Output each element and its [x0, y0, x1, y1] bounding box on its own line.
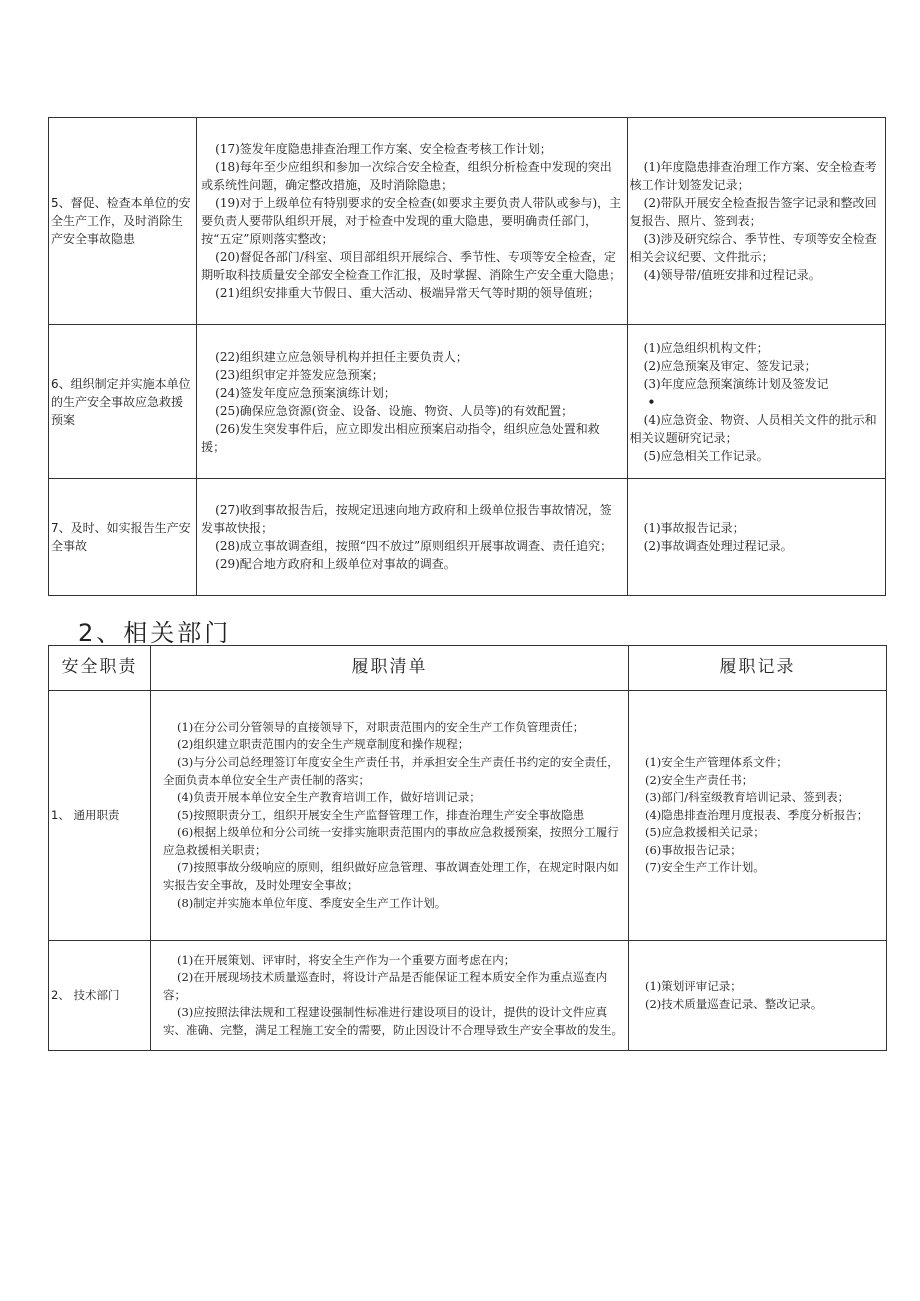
list-item: (1)在开展策划、评审时，将安全生产作为一个重要方面考虑在内；: [177, 952, 516, 967]
table-row: [49, 941, 887, 1051]
list-item: (24)签发年度应急预案演练计划；: [215, 385, 396, 400]
record-item: (3)涉及研究综合、季节性、专项等安全检查相关会议纪要、文件批示；: [629, 232, 877, 264]
list-item: (8)制定并实施本单位年度、季度安全生产工作计划。: [177, 895, 447, 910]
duty-cell: 2、 技术部门: [49, 941, 151, 1051]
record-cell: [627, 118, 885, 325]
record-item: (2)安全生产责任书；: [645, 772, 754, 787]
list-item: (17)签发年度隐患排查治理工作方案、安全检查考核工作计划；: [215, 142, 552, 156]
list-item: (7)按照事故分级响应的原则，组织做好应急管理、事故调查处理工作，在规定时限内如实报告安全事故，及时处理安全事故；: [163, 860, 619, 893]
list-item: (27)收到事故报告后，按规定迅速向地方政府和上级单位报告事故情况，签发事故快报；: [201, 503, 612, 535]
duty-table-1: [48, 117, 886, 596]
record-cell: [627, 325, 885, 479]
record-item: (4)隐患排查治理月度报表、季度分析报告；: [645, 807, 869, 822]
list-item: (22)组织建立应急领导机构并担任主要负责人；: [215, 349, 468, 364]
list-item: (18)每年至少应组织和参加一次综合安全检查，组织分析检查中发现的突出或系统性问题，确定整改措施，及时消除隐患；: [201, 160, 612, 192]
list-item: (21)组织安排重大节假日、重大活动、极端异常天气等时期的领导值班；: [215, 286, 600, 300]
record-item: (2)技术质量巡查记录、整改记录。: [645, 996, 823, 1011]
duty-table-2: [48, 645, 887, 1051]
table-header-row: [49, 646, 887, 691]
record-item: (7)安全生产工作计划。: [645, 860, 765, 875]
list-item: (6)根据上级单位和分公司统一安排实施职责范围内的事故应急救援预案，按照分工履行应急救援相关职责；: [163, 825, 619, 857]
duty-list-cell: [197, 479, 628, 596]
duty-list-cell: [197, 325, 628, 479]
record-item: (3)部门/科室级教育培训记录、签到表；: [645, 790, 850, 805]
section-title: 2、相关部门: [78, 619, 232, 647]
record-item: (1)策划评审记录；: [645, 978, 742, 993]
record-item: (3)年度应急预案演练计划及签发记: [643, 376, 829, 391]
record-item: (1)应急组织机构文件；: [643, 340, 769, 355]
list-item: (28)成立事故调查组，按照“四不放过”原则组织开展事故调查、责任追究；: [215, 539, 613, 553]
duty-cell: 5、督促、检查本单位的安全生产工作，及时消除生产安全事故隐患: [49, 118, 197, 325]
record-item: (1)安全生产管理体系文件；: [645, 754, 788, 769]
header-records: 履职记录: [629, 646, 887, 691]
record-cell: [629, 941, 887, 1051]
list-item: (23)组织审定并签发应急预案；: [215, 367, 384, 382]
table-row: [49, 118, 886, 325]
record-item: (2)带队开展安全检查报告签字记录和整改回复报告、照片、签到表；: [629, 196, 877, 228]
record-item: (4)应急资金、物资、人员相关文件的批示和相关议题研究记录；: [629, 412, 877, 445]
duty-list-cell: [151, 941, 629, 1051]
list-item: (19)对于上级单位有特别要求的安全检查(如要求主要负责人带队或参与)，主要负责人要带队组织开展，对于检查中发现的重大隐患，要明确责任部门，按“五定”原则落实整改；: [201, 196, 622, 246]
list-item: (2)在开展现场技术质量巡查时，将设计产品是否能保证工程本质安全作为重点巡查内容；: [163, 970, 608, 1002]
bullet-dot: •: [647, 394, 656, 409]
record-item: (5)应急相关工作记录。: [643, 448, 769, 463]
list-item: (1)在分公司分管领导的直接领导下，对职责范围内的安全生产工作负管理责任；: [177, 719, 585, 734]
record-cell: [629, 691, 887, 941]
list-item: (26)发生突发事件后，应立即发出相应预案启动指令，组织应急处置和救援；: [201, 421, 600, 454]
record-item: (1)年度隐患排查治理工作方案、安全检查考核工作计划签发记录；: [629, 160, 877, 192]
duty-list-cell: [197, 118, 628, 325]
record-item: (5)应急救援相关记录；: [645, 825, 765, 840]
record-item: (1)事故报告记录；: [643, 521, 745, 535]
duty-cell: 6、组织制定并实施本单位的生产安全事故应急救援预案: [49, 325, 197, 479]
duty-list-cell: [151, 691, 629, 941]
list-item: (2)组织建立职责范围内的安全生产规章制度和操作规程；: [177, 737, 470, 752]
header-list: 履职清单: [151, 646, 629, 691]
list-item: (29)配合地方政府和上级单位对事故的调查。: [215, 557, 456, 571]
record-item: (2)应急预案及审定、签发记录；: [643, 358, 817, 373]
duty-cell: 1、 通用职责: [49, 691, 151, 941]
duty-cell: 7、及时、如实报告生产安全事故: [49, 479, 197, 596]
record-cell: [627, 479, 885, 596]
record-item: (2)事故调查处理过程记录。: [643, 539, 793, 553]
list-item: (25)确保应急资源(资金、设备、设施、物资、人员等)的有效配置；: [215, 403, 574, 418]
list-item: (3)与分公司总经理签订年度安全生产责任书，并承担安全生产责任书约定的安全责任，全面负责本单位安全生产责任制的落实；: [163, 754, 619, 787]
table-row: [49, 691, 887, 941]
list-item: (3)应按照法律法规和工程建设强制性标准进行建设项目的设计，提供的设计文件应真实、准确、完整，满足工程施工安全的需要，防止因设计不合理导致生产安全事故的发生。: [163, 1005, 623, 1037]
header-duty: 安全职责: [49, 646, 151, 691]
list-item: (20)督促各部门/科室、项目部组织开展综合、季节性、专项等安全检查，定期听取科技质量安全部安全检查工作汇报，及时掌握、消除生产安全重大隐患；: [201, 250, 622, 282]
table-row: [49, 479, 886, 596]
record-item: (6)事故报告记录；: [645, 842, 742, 857]
list-item: (4)负责开展本单位安全生产教育培训工作，做好培训记录；: [177, 790, 481, 805]
list-item: (5)按照职责分工，组织开展安全生产监督管理工作，排查治理生产安全事故隐患: [177, 807, 585, 822]
table-row: [49, 325, 886, 479]
record-item: (4)领导带/值班安排和过程记录。: [643, 268, 821, 282]
